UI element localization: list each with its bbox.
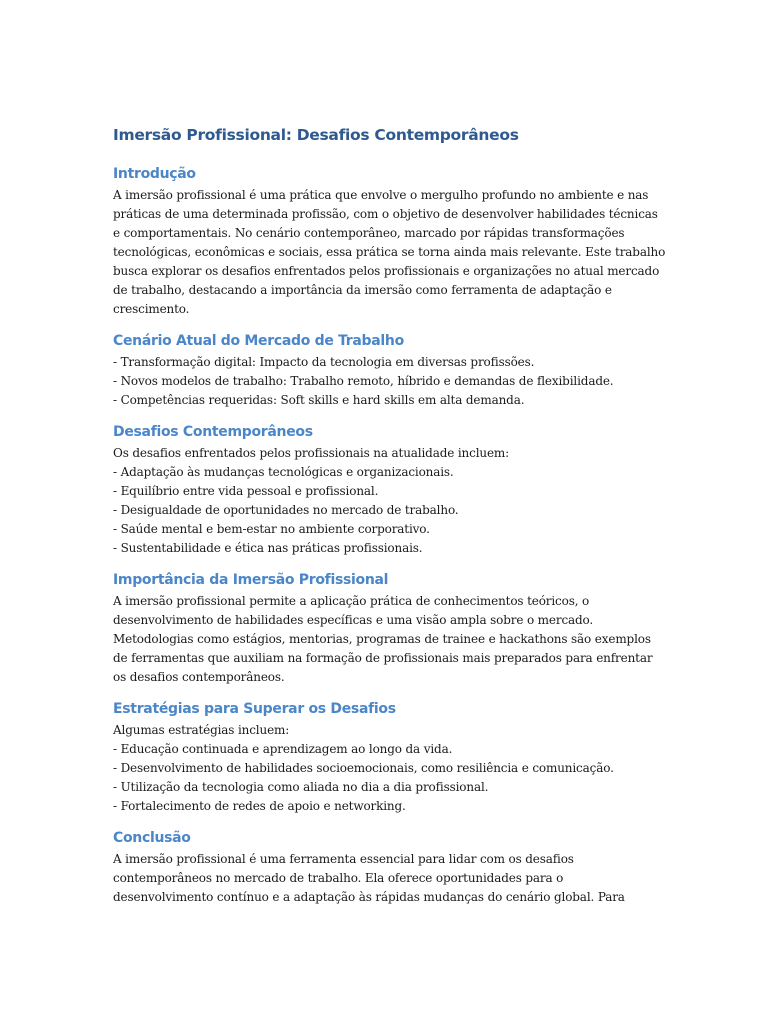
paragraph-line: - Competências requeridas: Soft skills e hard skills em alta demanda.: [113, 393, 525, 407]
document-section: [113, 162, 666, 319]
paragraph-line: - Educação continuada e aprendizagem ao longo da vida.: [113, 742, 453, 756]
paragraph-line: de trabalho, destacando a importância da imersão como ferramenta de adaptação e: [113, 283, 612, 297]
paragraph-line: - Desigualdade de oportunidades no mercado de trabalho.: [113, 503, 459, 517]
document-section: [113, 329, 658, 410]
section-heading: Estratégias para Superar os Desafios: [113, 701, 396, 717]
paragraph-line: de ferramentas que auxiliam na formação de profissionais mais preparados para enfrentar: [113, 651, 653, 665]
paragraph-line: busca explorar os desafios enfrentados pelos profissionais e organizações no atual mercado: [113, 264, 660, 278]
paragraph-line: crescimento.: [113, 302, 190, 316]
paragraph-line: - Novos modelos de trabalho: Trabalho remoto, híbrido e demandas de flexibilidade.: [113, 374, 614, 388]
paragraph-line: - Fortalecimento de redes de apoio e networking.: [113, 799, 406, 813]
document-section: [113, 568, 658, 687]
paragraph-line: Metodologias como estágios, mentorias, programas de trainee e hackathons são exemplos: [113, 632, 651, 646]
paragraph-line: - Saúde mental e bem-estar no ambiente corporativo.: [113, 522, 430, 536]
paragraph-line: - Utilização da tecnologia como aliada no dia a dia profissional.: [113, 780, 489, 794]
paragraph-line: contemporâneos no mercado de trabalho. Ela oferece oportunidades para o: [113, 871, 564, 885]
document-body: [113, 162, 666, 907]
paragraph-line: desenvolvimento contínuo e a adaptação às rápidas mudanças do cenário global. Para: [113, 890, 625, 904]
paragraph-line: A imersão profissional é uma ferramenta essencial para lidar com os desafios: [113, 852, 574, 866]
document-section: [113, 420, 658, 558]
document-title: Imersão Profissional: Desafios Contemporâneos: [113, 126, 519, 144]
section-heading: Desafios Contemporâneos: [113, 424, 313, 440]
document-page: [113, 122, 666, 917]
paragraph-line: Os desafios enfrentados pelos profissionais na atualidade incluem:: [113, 446, 510, 460]
document-section: [113, 697, 658, 816]
paragraph-line: e comportamentais. No cenário contemporâneo, marcado por rápidas transformações: [113, 226, 625, 240]
paragraph-line: - Sustentabilidade e ética nas práticas profissionais.: [113, 541, 423, 555]
paragraph-line: - Transformação digital: Impacto da tecnologia em diversas profissões.: [113, 355, 535, 369]
paragraph-line: A imersão profissional permite a aplicação prática de conhecimentos teóricos, o: [113, 594, 590, 608]
paragraph-line: A imersão profissional é uma prática que envolve o mergulho profundo no ambiente e nas: [113, 188, 649, 202]
section-heading: Cenário Atual do Mercado de Trabalho: [113, 333, 404, 349]
section-heading: Introdução: [113, 166, 196, 182]
document-section: [113, 826, 658, 907]
section-heading: Importância da Imersão Profissional: [113, 572, 389, 588]
paragraph-line: - Desenvolvimento de habilidades socioemocionais, como resiliência e comunicação.: [113, 761, 614, 775]
paragraph-line: os desafios contemporâneos.: [113, 670, 285, 684]
section-heading: Conclusão: [113, 830, 191, 846]
paragraph-line: desenvolvimento de habilidades específicas e uma visão ampla sobre o mercado.: [113, 613, 594, 627]
paragraph-line: Algumas estratégias incluem:: [113, 723, 290, 737]
paragraph-line: práticas de uma determinada profissão, com o objetivo de desenvolver habilidades técnicas: [113, 207, 658, 221]
paragraph-line: - Adaptação às mudanças tecnológicas e organizacionais.: [113, 465, 454, 479]
paragraph-line: tecnológicas, econômicas e sociais, essa prática se torna ainda mais relevante. Este trabalho: [113, 245, 666, 259]
paragraph-line: - Equilíbrio entre vida pessoal e profissional.: [113, 484, 379, 498]
